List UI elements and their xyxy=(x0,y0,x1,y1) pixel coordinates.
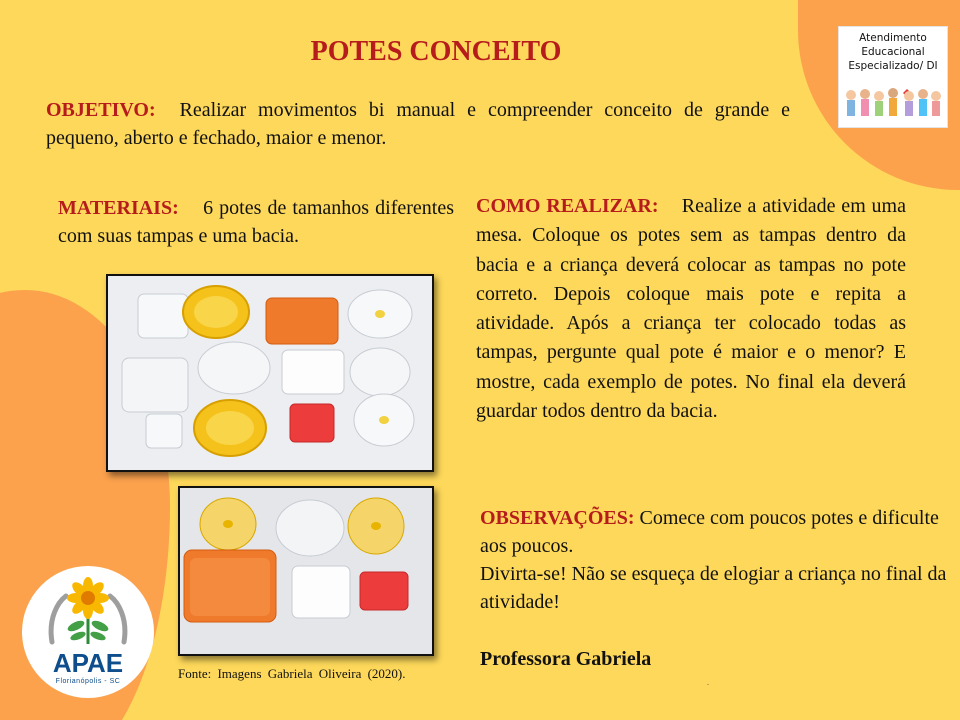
como-realizar-paragraph xyxy=(476,192,906,426)
photo-containers-open xyxy=(106,274,434,472)
children-illustration xyxy=(843,87,943,123)
apae-logo xyxy=(22,566,154,698)
photo-containers-open-image xyxy=(108,276,432,470)
page-title: POTES CONCEITO xyxy=(310,36,562,67)
apae-logo-name: APAE xyxy=(52,648,124,678)
objetivo-paragraph xyxy=(46,96,790,152)
observacoes-text-1: Comece com poucos potes e dificulte aos poucos. xyxy=(480,507,939,557)
observacoes-paragraph xyxy=(480,504,950,616)
photo-containers-closed-image xyxy=(180,488,432,654)
image-source-caption: Fonte: Imagens Gabriela Oliveira (2020). xyxy=(178,666,406,681)
aee-badge-text: Atendimento Educacional Especializado/ DI xyxy=(848,32,938,72)
como-realizar-text: Realize a atividade em uma mesa. Coloque os potes sem as tampas dentro da bacia e a criança deverá colocar as tampas no pote correto. Depois coloque mais pote e repita a atividade. Após a criança ter colocado todas as tampas, pergunte qual pote é maior e o menor? E mostre, cada exemplo de potes. No final ela deverá guardar todos dentro da bacia. xyxy=(476,195,906,423)
objetivo-text: Realizar movimentos bi manual e compreender conceito de grande e pequeno, aberto e fechado, maior e menor. xyxy=(46,99,791,149)
apae-logo-city: Florianópolis - SC xyxy=(55,678,121,685)
flower-hands-logo xyxy=(22,572,154,652)
materiais-label: MATERIAIS: xyxy=(58,197,179,219)
photo-containers-closed xyxy=(178,486,434,656)
materiais-paragraph xyxy=(58,194,454,250)
observacoes-text-2: Divirta-se! Não se esqueça de elogiar a criança no final da atividade! xyxy=(480,563,947,613)
objetivo-label: OBJETIVO: xyxy=(46,99,156,121)
como-realizar-label: COMO REALIZAR: xyxy=(476,195,659,217)
decorative-dot: . xyxy=(707,678,709,687)
professora-signature: Professora Gabriela xyxy=(480,648,652,670)
observacoes-label: OBSERVAÇÕES: xyxy=(480,507,635,529)
materiais-text: 6 potes de tamanhos diferentes com suas tampas e uma bacia. xyxy=(58,197,455,247)
